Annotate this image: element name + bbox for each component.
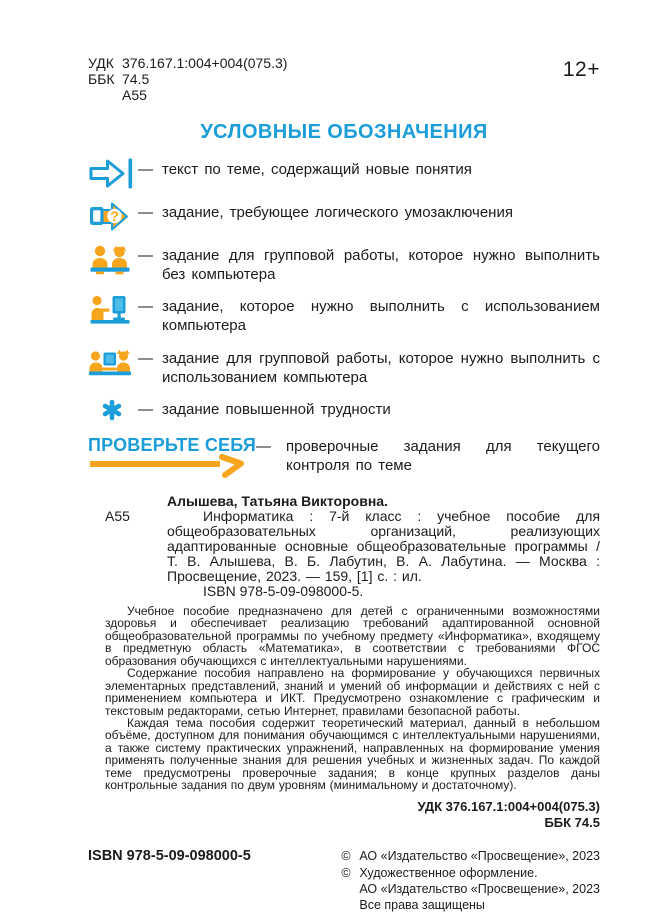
- annotation-paragraph: Каждая тема пособия содержит теоретический материал, данный в небольшом объёме, доступном для понимания обучающимся с интеллектуальными нарушениями, а также систему практических упражнений, направленных на формирование умения применять полученные знания для решения учебных и жизненных задач. По каждой теме предусмотрены проверочные задания; в конце крупных разделов даны контрольные задания по двум уровням (минимальному и достаточному).: [105, 715, 600, 793]
- check-yourself-row: [88, 434, 600, 478]
- legend-dash: —: [138, 203, 153, 221]
- legend-item: [88, 160, 600, 190]
- copyright-block: [341, 848, 600, 913]
- author-code: А55: [122, 86, 147, 103]
- top-row: [88, 56, 600, 104]
- bbk-footer: ББК 74.5: [544, 815, 600, 831]
- bib-row: [105, 494, 600, 599]
- legend-dash: —: [138, 349, 153, 367]
- legend-dash: —: [256, 437, 271, 455]
- classification-footer: [88, 799, 600, 832]
- copyright-line: [341, 881, 600, 897]
- bbk-value: 74.5: [122, 70, 150, 87]
- legend-item-text: задание, которое нужно выполнить с использованием компьютера: [162, 298, 600, 335]
- legend-list: [88, 160, 600, 421]
- legend-item: [88, 400, 600, 421]
- udk-line: [88, 56, 287, 72]
- logic-task-icon: [88, 200, 138, 233]
- check-yourself-badge: [88, 435, 256, 478]
- isbn-footer: ISBN 978-5-09-098000-5: [88, 848, 251, 865]
- classification-block: [88, 56, 287, 104]
- legend-dash: —: [138, 298, 153, 316]
- legend-item-text: задание повышенной трудности: [162, 400, 391, 418]
- bib-author: Алышева, Татьяна Викторовна.: [167, 492, 388, 509]
- bib-author-code: А55: [105, 507, 130, 524]
- check-yourself-label: ПРОВЕРЬТЕ СЕБЯ: [88, 434, 257, 455]
- legend-dash: —: [138, 160, 153, 178]
- legend-item-text: текст по теме, содержащий новые понятия: [162, 160, 472, 178]
- page-footer: [88, 848, 600, 913]
- copyright-text: Художественное оформление.: [359, 865, 538, 880]
- annotation-paragraph: Содержание пособия направлено на формирование у обучающихся первичных элементарных представлений, знаний и умений об информации и действиях с ней с применением компьютера и ИКТ. Предусмотрено ознакомление с графическим и текстовым редакторами, сетью Интернет, правилами безопасной работы.: [105, 666, 600, 718]
- copyright-symbol: [341, 897, 359, 913]
- bib-body: [167, 494, 600, 599]
- legend-item: [88, 246, 600, 284]
- copyright-text: АО «Издательство «Просвещение», 2023: [359, 849, 600, 864]
- svg-text:?: ?: [110, 207, 119, 224]
- advanced-task-icon: [88, 399, 138, 421]
- legend-title: УСЛОВНЫЕ ОБОЗНАЧЕНИЯ: [200, 120, 488, 143]
- copyright-symbol: ©: [341, 865, 351, 880]
- legend-item-text: задание для групповой работы, которое нужно выполнить без компьютера: [162, 246, 600, 284]
- annotation: [105, 605, 600, 792]
- check-yourself-text: проверочные задания для текущего контроля по теме: [286, 437, 600, 475]
- copyright-symbol: ©: [341, 849, 351, 864]
- bbk-line: [88, 72, 287, 88]
- udk-footer: УДК 376.167.1:004+004(075.3): [417, 798, 600, 814]
- legend-item: [88, 203, 600, 233]
- copyright-line: [341, 848, 600, 864]
- copyright-line: [341, 865, 600, 881]
- udk-label: УДК: [88, 55, 114, 71]
- bibliographic-record: [88, 494, 600, 599]
- legend-dash: —: [138, 400, 153, 418]
- bib-description: Информатика : 7-й класс : учебное пособие для общеобразовательных организаций, реализующих адаптированные основные общеобразовательные программы / Т. В. Алышева, В. Б. Лабутин, В. А. Лабутина. — Москва : Просвещение, 2023. — 159, [1] с. : ил.: [167, 507, 600, 584]
- orange-arrow-icon: [88, 454, 248, 478]
- copyright-text: АО «Издательство «Просвещение», 2023: [359, 881, 600, 896]
- udk-value: 376.167.1:004+004(075.3): [122, 55, 288, 71]
- bib-isbn: ISBN 978-5-09-098000-5.: [203, 582, 364, 599]
- computer-task-icon: [88, 294, 138, 328]
- topic-arrow-icon: [88, 157, 138, 190]
- annotation-paragraph: Учебное пособие предназначено для детей с ограниченными возможностями здоровья и обеспечивает реализацию требований адаптированной основной общеобразовательной программы по учебному предмету «Информатика», входящему в предметную область «Математика», в соответствии с требованиями ФГОС образования обучающихся с интеллектуальными нарушениями.: [105, 603, 600, 668]
- legend-item-text: задание, требующее логического умозаключения: [162, 203, 513, 221]
- group-computer-icon: [88, 346, 138, 380]
- copyright-text: Все права защищены: [359, 898, 485, 913]
- legend-dash: —: [138, 246, 153, 264]
- bbk-label: ББК: [88, 70, 115, 87]
- copyright-line: [341, 897, 600, 913]
- legend-item: [88, 297, 600, 335]
- legend-item: [88, 349, 600, 387]
- age-rating-badge: 12+: [562, 58, 600, 81]
- group-work-icon: [88, 243, 138, 277]
- legend-item-text: задание для групповой работы, которое нужно выполнить с использованием компьютера: [162, 349, 600, 386]
- copyright-symbol: [341, 881, 359, 897]
